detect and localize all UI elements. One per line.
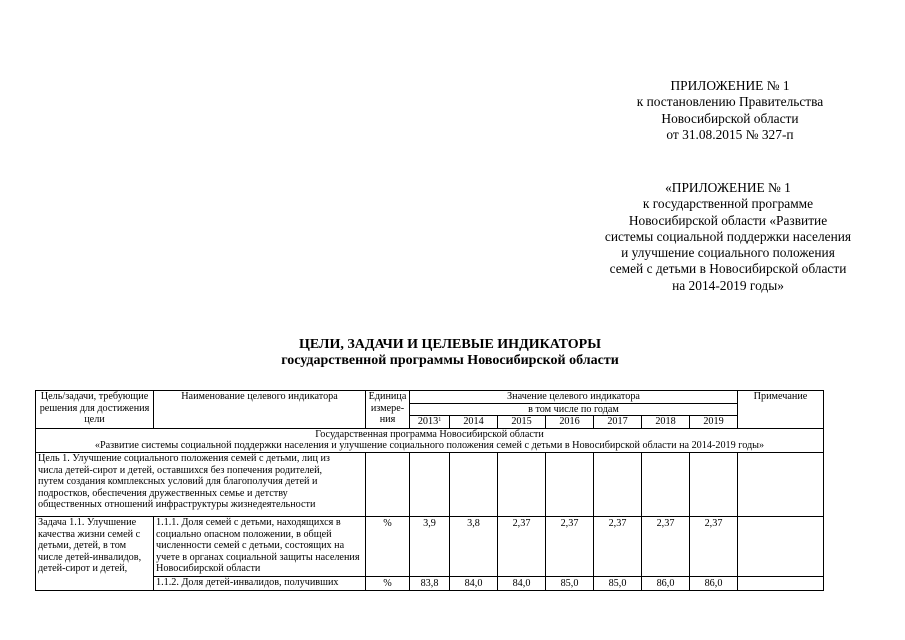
value-cell: 84,0 (450, 576, 498, 590)
program-name-line: «Развитие системы социальной поддержки населения и улучшение социального положения семей с детьми в Новосибирской области на 2014-2019 годы» (94, 440, 765, 452)
value-cell: 85,0 (594, 576, 642, 590)
empty-cell (642, 452, 690, 516)
value-cell: 3,9 (410, 516, 450, 576)
value-cell: 2,37 (498, 516, 546, 576)
indicator-cell: 1.1.1. Доля семей с детьми, находящихся в социально опасном положении, в общей численности семей с детьми, состоящих на учете в органах социальной защиты населения Новосибирской области (154, 516, 366, 576)
value-cell: 85,0 (546, 576, 594, 590)
program-appendix-line: «ПРИЛОЖЕНИЕ № 1 (665, 180, 791, 195)
value-cell: 3,8 (450, 516, 498, 576)
table-row (36, 516, 824, 576)
title-line-2: государственной программы Новосибирской области (281, 353, 619, 368)
empty-cell (450, 452, 498, 516)
value-cell: 2,37 (690, 516, 738, 576)
document-title (120, 337, 780, 369)
header-goals: Цель/задачи, требующие решения для достижения цели (36, 391, 154, 429)
note-cell (738, 576, 824, 590)
empty-cell (594, 452, 642, 516)
note-cell (738, 516, 824, 576)
year-label: 2013 (417, 416, 439, 428)
header-note: Примечание (738, 391, 824, 429)
header-year: 2014 (450, 416, 498, 429)
value-cell: 83,8 (410, 576, 450, 590)
value-cell: 86,0 (642, 576, 690, 590)
program-appendix-line: на 2014-2019 годы» (672, 277, 784, 293)
value-cell: 2,37 (642, 516, 690, 576)
header-year: 2017 (594, 416, 642, 429)
value-cell: 86,0 (690, 576, 738, 590)
empty-cell (690, 452, 738, 516)
appendix-line: от 31.08.2015 № 327-п (666, 126, 794, 142)
header-year: 2018 (642, 416, 690, 429)
empty-cell (546, 452, 594, 516)
empty-cell (498, 452, 546, 516)
appendix-line: Новосибирской области (661, 110, 799, 126)
appendix-line: к постановлению Правительства (636, 94, 824, 110)
program-row (36, 428, 824, 452)
header-by-year: в том числе по годам (410, 403, 738, 416)
footnote-mark: 1 (438, 417, 442, 424)
goal-1-cell (36, 452, 366, 516)
title-line-1: ЦЕЛИ, ЗАДАЧИ И ЦЕЛЕВЫЕ ИНДИКАТОРЫ (299, 337, 601, 352)
empty-cell (410, 452, 450, 516)
appendix-line: ПРИЛОЖЕНИЕ № 1 (670, 78, 790, 93)
header-year: 2019 (690, 416, 738, 429)
appendix-heading (600, 78, 860, 143)
unit-cell: % (366, 516, 410, 576)
header-year: 2015 (498, 416, 546, 429)
goal-1-text: Цель 1. Улучшение социального положения семей с детьми, лиц из числа детей-сирот и детей, оставшихся без попечения родителей, путем создания комплексных условий для благополучия детей и подростков, обеспечения дружественных семье и детству общественных отношений инфраструктуры жизнедеятельности (38, 452, 330, 511)
header-year: 2016 (546, 416, 594, 429)
program-appendix-line: к государственной программе (642, 196, 814, 212)
empty-cell (738, 452, 824, 516)
program-appendix-line: системы социальной поддержки населения (604, 228, 852, 244)
header-value: Значение целевого индикатора (410, 391, 738, 404)
program-appendix-line: Новосибирской области «Развитие (628, 212, 828, 228)
indicator-cell: 1.1.2. Доля детей-инвалидов, получивших (154, 576, 366, 590)
program-appendix-line: семей с детьми в Новосибирской области (609, 261, 847, 277)
value-cell: 2,37 (546, 516, 594, 576)
unit-cell: % (366, 576, 410, 590)
goals-table (35, 390, 824, 591)
program-appendix-heading (560, 180, 896, 294)
table-row (36, 576, 824, 590)
header-unit: Единица измере-ния (366, 391, 410, 429)
program-name-line: Государственная программа Новосибирской области (315, 428, 544, 440)
header-indicator: Наименование целевого индикатора (154, 391, 366, 429)
value-cell: 84,0 (498, 576, 546, 590)
program-appendix-line: и улучшение социального положения (621, 245, 835, 261)
value-cell: 2,37 (594, 516, 642, 576)
task-1-1-cell: Задача 1.1. Улучшение качества жизни семей с детьми, детей, в том числе детей-инвалидов, детей-сирот и детей, (36, 516, 154, 590)
header-year (410, 416, 450, 429)
empty-cell (366, 452, 410, 516)
